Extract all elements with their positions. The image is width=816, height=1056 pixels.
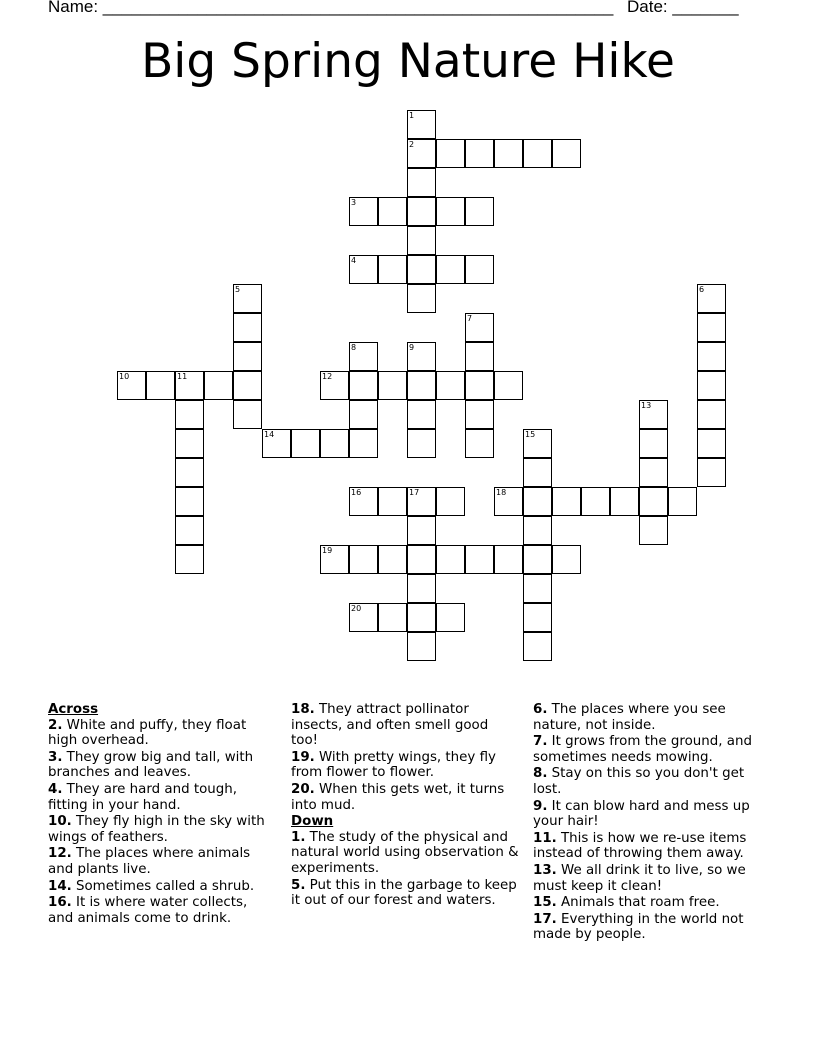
- crossword-cell[interactable]: [117, 371, 146, 400]
- clue-number: 13.: [533, 862, 557, 878]
- clue-number: 3.: [48, 749, 63, 765]
- crossword-cell[interactable]: [523, 139, 552, 168]
- crossword-cell[interactable]: [639, 400, 668, 429]
- crossword-cell[interactable]: [146, 371, 175, 400]
- crossword-cell[interactable]: [378, 487, 407, 516]
- clue-text: They grow big and tall, with branches and leaves.: [48, 749, 254, 781]
- clue-item: [533, 799, 769, 830]
- cell-number: 19: [322, 546, 333, 555]
- clue-item: [533, 734, 769, 765]
- crossword-cell[interactable]: [523, 603, 552, 632]
- crossword-cell[interactable]: [552, 139, 581, 168]
- crossword-cell[interactable]: [233, 313, 262, 342]
- crossword-cell[interactable]: [639, 458, 668, 487]
- clue-text: When this gets wet, it turns into mud.: [291, 781, 505, 813]
- clue-item: [291, 750, 519, 781]
- crossword-cell[interactable]: [407, 110, 436, 139]
- clue-item: [48, 846, 276, 877]
- crossword-cell[interactable]: [494, 487, 523, 516]
- clue-text: The study of the physical and natural world using observation & experiments.: [291, 829, 519, 876]
- clue-item: [533, 863, 769, 894]
- cell-number: 3: [351, 198, 357, 207]
- crossword-cell[interactable]: [523, 574, 552, 603]
- crossword-cell[interactable]: [465, 429, 494, 458]
- clue-item: [533, 702, 769, 733]
- cell-number: 4: [351, 256, 357, 265]
- crossword-cell[interactable]: [233, 284, 262, 313]
- clue-item: [533, 895, 769, 911]
- cell-number: 6: [699, 285, 705, 294]
- clue-item: [48, 718, 276, 749]
- clue-text: With pretty wings, they fly from flower to flower.: [291, 749, 496, 781]
- crossword-cell[interactable]: [552, 487, 581, 516]
- clue-item: [291, 878, 519, 909]
- cell-number: 13: [641, 401, 652, 410]
- clue-item: [291, 830, 519, 877]
- cell-number: 18: [496, 488, 507, 497]
- crossword-cell[interactable]: [233, 342, 262, 371]
- crossword-cell[interactable]: [697, 458, 726, 487]
- clue-item: [533, 766, 769, 797]
- crossword-cell[interactable]: [407, 139, 436, 168]
- crossword-cell[interactable]: [378, 255, 407, 284]
- clue-item: [291, 782, 519, 813]
- crossword-cell[interactable]: [349, 342, 378, 371]
- crossword-cell[interactable]: [407, 168, 436, 197]
- crossword-cell[interactable]: [175, 371, 204, 400]
- crossword-cell[interactable]: [697, 342, 726, 371]
- clue-text: They fly high in the sky with wings of feathers.: [48, 814, 265, 845]
- cell-number: 16: [351, 488, 362, 497]
- crossword-cell[interactable]: [175, 429, 204, 458]
- crossword-cell[interactable]: [407, 197, 436, 226]
- cell-number: 7: [467, 314, 473, 323]
- clue-number: 16.: [48, 895, 72, 911]
- crossword-cell[interactable]: [204, 371, 233, 400]
- crossword-cell[interactable]: [349, 603, 378, 632]
- crossword-cell[interactable]: [349, 545, 378, 574]
- crossword-cell[interactable]: [378, 197, 407, 226]
- crossword-cell[interactable]: [436, 139, 465, 168]
- clue-number: 2.: [48, 717, 63, 733]
- clue-text: They are hard and tough, fitting in your hand.: [48, 781, 238, 813]
- crossword-cell[interactable]: [465, 197, 494, 226]
- cell-number: 5: [235, 285, 241, 294]
- clue-item: [48, 750, 276, 781]
- cell-number: 14: [264, 430, 275, 439]
- clue-text: The places where animals and plants live.: [48, 846, 251, 877]
- crossword-cell[interactable]: [175, 458, 204, 487]
- crossword-cell[interactable]: [407, 255, 436, 284]
- crossword-cell[interactable]: [465, 545, 494, 574]
- puzzle-title: Big Spring Nature Hike: [141, 34, 675, 89]
- crossword-cell[interactable]: [378, 603, 407, 632]
- crossword-cell[interactable]: [436, 371, 465, 400]
- clue-item: [48, 879, 276, 895]
- clue-text: Everything in the world not made by people.: [533, 911, 744, 943]
- crossword-cell[interactable]: [581, 487, 610, 516]
- crossword-cell[interactable]: [436, 545, 465, 574]
- crossword-cell[interactable]: [639, 516, 668, 545]
- cell-number: 12: [322, 372, 333, 381]
- crossword-cell[interactable]: [407, 487, 436, 516]
- cell-number: 2: [409, 140, 415, 149]
- name-field-label: Name: ______________________________________________________: [48, 0, 614, 16]
- crossword-cell[interactable]: [436, 197, 465, 226]
- cell-number: 10: [119, 372, 130, 381]
- crossword-cell[interactable]: [523, 487, 552, 516]
- clue-number: 19.: [291, 749, 315, 765]
- cell-number: 1: [409, 111, 415, 120]
- crossword-cell[interactable]: [436, 487, 465, 516]
- crossword-cell[interactable]: [407, 632, 436, 661]
- clue-number: 20.: [291, 781, 315, 797]
- crossword-cell[interactable]: [407, 545, 436, 574]
- crossword-cell[interactable]: [639, 487, 668, 516]
- cell-number: 15: [525, 430, 536, 439]
- crossword-cell[interactable]: [668, 487, 697, 516]
- crossword-cell[interactable]: [465, 313, 494, 342]
- crossword-cell[interactable]: [349, 487, 378, 516]
- clue-number: 14.: [48, 878, 72, 894]
- crossword-cell[interactable]: [349, 197, 378, 226]
- clue-text: It grows from the ground, and sometimes needs mowing.: [533, 734, 752, 765]
- clue-text: The places where you see nature, not inside.: [533, 702, 726, 733]
- clue-text: They attract pollinator insects, and often smell good too!: [291, 702, 489, 749]
- crossword-cell[interactable]: [378, 371, 407, 400]
- clue-number: 12.: [48, 846, 72, 862]
- clue-text: It is where water collects, and animals come to drink.: [48, 895, 248, 926]
- cell-number: 11: [177, 372, 188, 381]
- crossword-cell[interactable]: [175, 516, 204, 545]
- clue-number: 4.: [48, 781, 63, 797]
- crossword-cell[interactable]: [465, 342, 494, 371]
- crossword-cell[interactable]: [436, 255, 465, 284]
- clue-number: 8.: [533, 766, 548, 782]
- crossword-cell[interactable]: [407, 603, 436, 632]
- crossword-cell[interactable]: [697, 284, 726, 313]
- crossword-cell[interactable]: [552, 545, 581, 574]
- crossword-cell[interactable]: [465, 255, 494, 284]
- clue-text: White and puffy, they float high overhead.: [48, 717, 247, 749]
- crossword-cell[interactable]: [320, 429, 349, 458]
- clues-column-1: [48, 702, 276, 927]
- clue-text: Stay on this so you don't get lost.: [533, 766, 745, 797]
- clue-number: 5.: [291, 877, 306, 893]
- date-field-label: Date: _______: [627, 0, 739, 16]
- crossword-cell[interactable]: [378, 545, 407, 574]
- crossword-cell[interactable]: [465, 400, 494, 429]
- crossword-cell[interactable]: [523, 632, 552, 661]
- clue-number: 9.: [533, 798, 548, 814]
- crossword-cell[interactable]: [407, 226, 436, 255]
- clue-number: 6.: [533, 702, 548, 717]
- crossword-cell[interactable]: [697, 313, 726, 342]
- clue-item: [48, 895, 276, 926]
- crossword-cell[interactable]: [407, 429, 436, 458]
- crossword-cell[interactable]: [349, 400, 378, 429]
- crossword-cell[interactable]: [320, 545, 349, 574]
- clue-text: Sometimes called a shrub.: [71, 878, 255, 894]
- clue-number: 17.: [533, 911, 557, 927]
- crossword-cell[interactable]: [175, 487, 204, 516]
- crossword-cell[interactable]: [523, 458, 552, 487]
- crossword-cell[interactable]: [349, 255, 378, 284]
- crossword-cell[interactable]: [494, 545, 523, 574]
- clues-column-2: [291, 702, 519, 910]
- clue-text: Animals that roam free.: [556, 895, 720, 911]
- crossword-cell[interactable]: [697, 400, 726, 429]
- clue-number: 10.: [48, 814, 72, 830]
- crossword-cell[interactable]: [175, 400, 204, 429]
- cell-number: 20: [351, 604, 362, 613]
- across-heading: Across: [48, 702, 99, 717]
- crossword-cell[interactable]: [320, 371, 349, 400]
- clue-number: 18.: [291, 702, 315, 717]
- down-heading: Down: [291, 814, 334, 830]
- clue-item: [533, 912, 769, 943]
- crossword-cell[interactable]: [465, 139, 494, 168]
- clue-number: 1.: [291, 829, 306, 845]
- crossword-cell[interactable]: [610, 487, 639, 516]
- cell-number: 8: [351, 343, 357, 352]
- crossword-cell[interactable]: [494, 371, 523, 400]
- clue-number: 7.: [533, 734, 548, 750]
- crossword-cell[interactable]: [697, 371, 726, 400]
- crossword-cell[interactable]: [523, 516, 552, 545]
- crossword-cell[interactable]: [494, 139, 523, 168]
- clue-number: 15.: [533, 895, 557, 911]
- crossword-cell[interactable]: [233, 371, 262, 400]
- clue-item: [291, 702, 519, 749]
- crossword-cell[interactable]: [523, 545, 552, 574]
- crossword-cell[interactable]: [697, 429, 726, 458]
- clue-item: [48, 814, 276, 845]
- crossword-cell[interactable]: [523, 429, 552, 458]
- clue-number: 11.: [533, 830, 557, 846]
- crossword-cell[interactable]: [407, 516, 436, 545]
- crossword-cell[interactable]: [436, 603, 465, 632]
- clue-item: [48, 782, 276, 813]
- crossword-cell[interactable]: [407, 342, 436, 371]
- crossword-cell[interactable]: [407, 284, 436, 313]
- crossword-cell[interactable]: [291, 429, 320, 458]
- clue-text: It can blow hard and mess up your hair!: [533, 798, 750, 830]
- cell-number: 17: [409, 488, 420, 497]
- crossword-cell[interactable]: [262, 429, 291, 458]
- clues-column-3: [533, 702, 769, 944]
- crossword-cell[interactable]: [407, 371, 436, 400]
- crossword-cell[interactable]: [349, 371, 378, 400]
- cell-number: 9: [409, 343, 415, 352]
- clue-text: We all drink it to live, so we must keep it clean!: [533, 862, 746, 894]
- crossword-cell[interactable]: [465, 371, 494, 400]
- clue-item: [533, 831, 769, 862]
- crossword-cell[interactable]: [407, 400, 436, 429]
- crossword-cell[interactable]: [233, 400, 262, 429]
- crossword-cell[interactable]: [175, 545, 204, 574]
- clue-text: This is how we re-use items instead of throwing them away.: [533, 830, 747, 862]
- clue-text: Put this in the garbage to keep it out of our forest and waters.: [291, 877, 517, 909]
- crossword-cell[interactable]: [639, 429, 668, 458]
- crossword-cell[interactable]: [407, 574, 436, 603]
- crossword-cell[interactable]: [349, 429, 378, 458]
